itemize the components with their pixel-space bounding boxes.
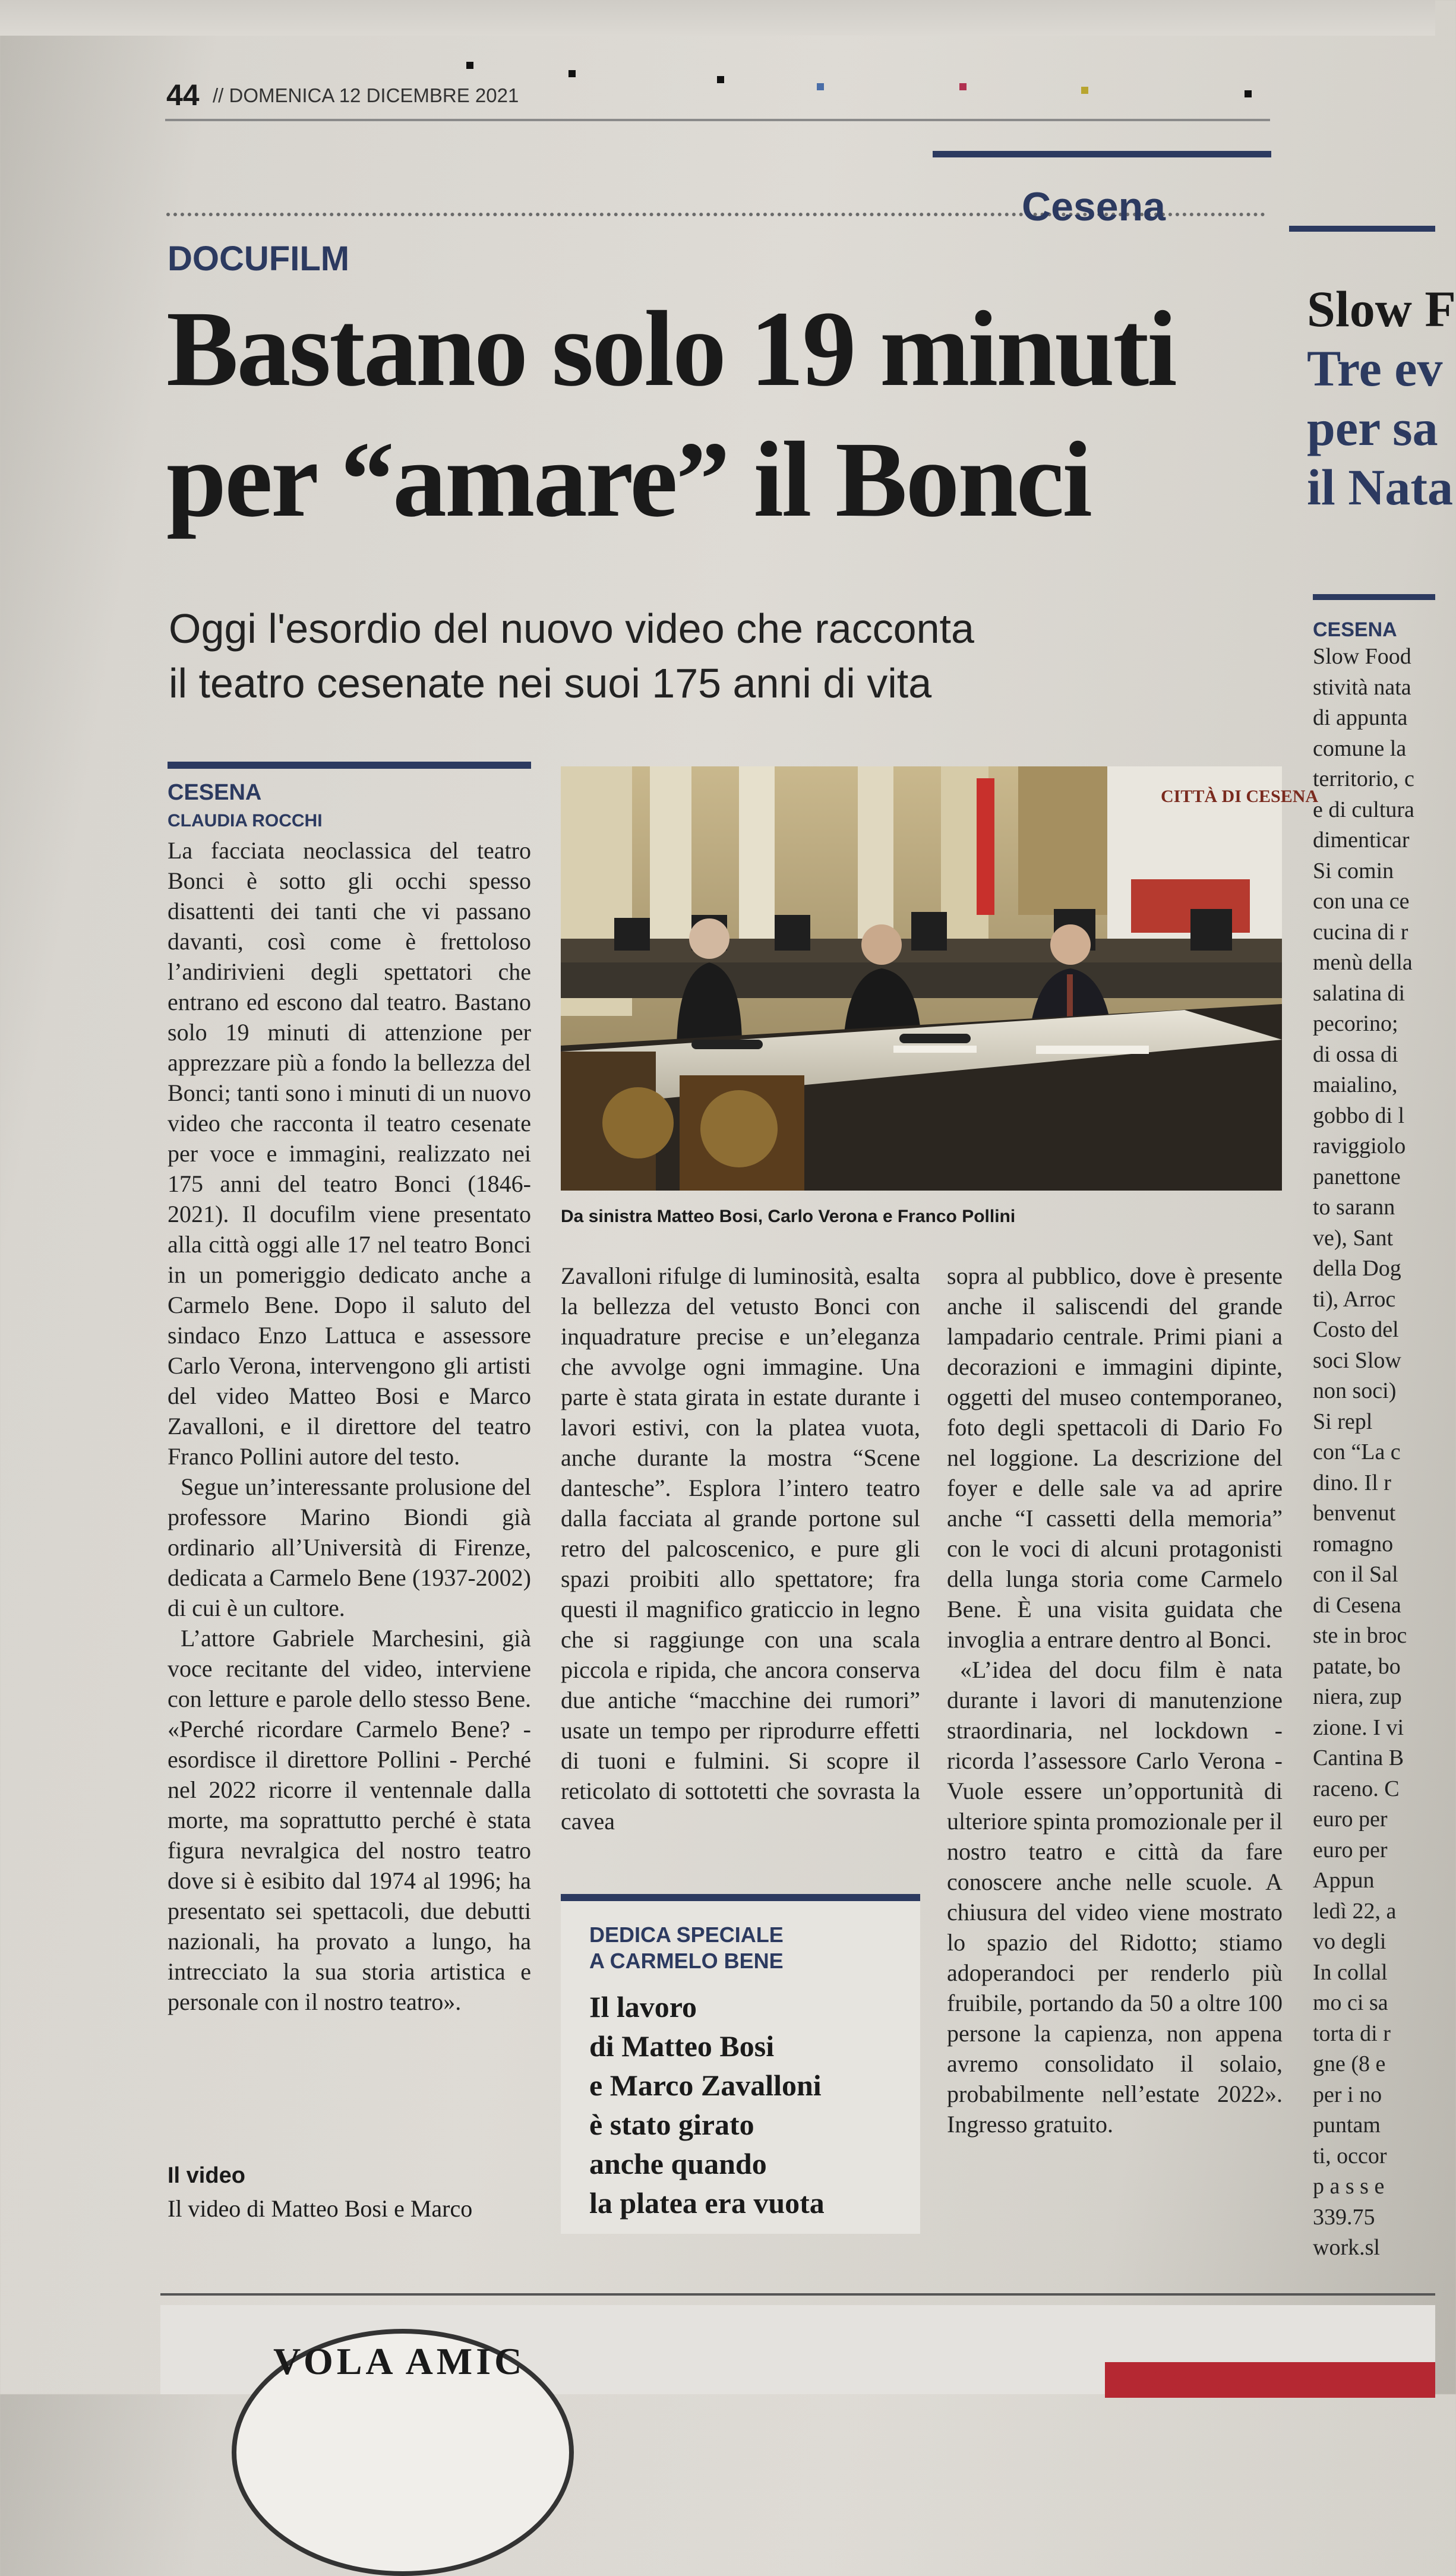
ad-left-text: VOLA AMIC: [273, 2340, 526, 2382]
side-line: vo degli: [1313, 1929, 1386, 1954]
side-line: comune la: [1313, 735, 1407, 761]
registration-mark: [717, 76, 724, 83]
subhead-video: Il video: [168, 2163, 245, 2188]
side-line: torta di r: [1313, 2021, 1391, 2046]
callout-box: [561, 1894, 920, 2234]
article-photo: [561, 766, 1319, 1191]
side-line: euro per: [1313, 1807, 1388, 1832]
side-title-line: Tre ev: [1307, 340, 1443, 397]
section-title: Cesena: [1022, 184, 1166, 229]
side-line: 339.75: [1313, 2204, 1375, 2230]
side-line: menù della: [1313, 950, 1413, 975]
side-title-line: il Nata: [1307, 459, 1454, 516]
side-line: ste in broc: [1313, 1623, 1407, 1648]
registration-mark: [1245, 90, 1252, 97]
registration-mark: [1081, 87, 1088, 94]
side-line: mo ci sa: [1313, 1990, 1388, 2015]
side-line: e di cultura: [1313, 797, 1414, 822]
side-line: euro per: [1313, 1837, 1388, 1862]
article-dateline: CESENA: [168, 780, 262, 805]
side-line: di appunta: [1313, 705, 1408, 730]
side-line: non soci): [1313, 1378, 1397, 1403]
side-line: niera, zup: [1313, 1684, 1402, 1709]
side-line: raviggiolo: [1313, 1134, 1406, 1158]
side-column-rule: [1313, 594, 1435, 600]
side-line: to sarann: [1313, 1195, 1395, 1220]
side-line: dimenticar: [1313, 828, 1410, 853]
callout-line: e Marco Zavalloni: [589, 2069, 822, 2102]
callout-line: è stato girato: [589, 2108, 754, 2141]
side-line: pecorino;: [1313, 1011, 1398, 1036]
ad-right-text: MAGGI - S: [1135, 2354, 1329, 2398]
side-line: Slow Food: [1313, 644, 1411, 669]
side-dateline: CESENA: [1313, 618, 1397, 641]
side-line: dino. Il r: [1313, 1470, 1391, 1495]
side-line: In collal: [1313, 1959, 1388, 1985]
column-top-rule: [168, 762, 531, 769]
column-2-text: [561, 1261, 920, 1864]
callout-line: Il lavoro: [589, 1990, 697, 2023]
registration-mark: [817, 83, 824, 90]
callout-kicker: DEDICA SPECIALE: [589, 1922, 784, 1947]
side-line: di ossa di: [1313, 1041, 1398, 1067]
side-line: soci Slow: [1313, 1347, 1401, 1373]
side-line: stività nata: [1313, 674, 1411, 700]
top-page-edge: [0, 0, 1435, 36]
body-paragraph: La facciata neoclassica del teatro Bonci è sotto gli occhi spesso disattenti dei tanti che vi passano davanti, così come è frettoloso l’andirivieni degli spettatori che entrano ed escono dal teatro. Bastano solo 19 minuti di attenzione per apprezzare più a fondo la bellezza del Bonci; tanti sono i minuti di un nuovo video che racconta il teatro cesenate per voce e immagini, realizzato nei 175 anni del teatro Bonci (1846-2021). Il docufilm viene presentato alla città oggi alle 17 nel teatro Bonci in un pomeriggio dedicato anche a Carmelo Bene. Dopo il saluto del sindaco Enzo Lattuca e assessore Carlo Verona, intervengono gli artisti del video Matteo Bosi e Marco Zavalloni, e il direttore del teatro Franco Pollini autore del testo.: [168, 837, 531, 1470]
registration-mark: [466, 62, 473, 69]
side-line: patate, bo: [1313, 1653, 1401, 1679]
column-3-text: [947, 1261, 1283, 2229]
callout-line: di Matteo Bosi: [589, 2029, 775, 2063]
page-number: 44: [166, 78, 200, 112]
side-line: ledì 22, a: [1313, 1898, 1397, 1924]
banner-text: CITTÀ DI CESENA: [1161, 787, 1319, 806]
side-line: con una ce: [1313, 889, 1410, 914]
side-line: zione. I vi: [1313, 1715, 1404, 1740]
article-kicker: DOCUFILM: [168, 239, 350, 278]
side-line: Si repl: [1313, 1409, 1373, 1434]
side-line: con “La c: [1313, 1439, 1401, 1464]
side-line: romagno: [1313, 1531, 1394, 1557]
side-line: ve), Sant: [1313, 1225, 1394, 1251]
header-rule: [165, 119, 1270, 121]
side-article: [1289, 226, 1456, 2269]
side-line: con il Sal: [1313, 1562, 1398, 1587]
callout-line: anche quando: [589, 2147, 767, 2180]
side-line: benvenut: [1313, 1501, 1396, 1526]
side-title-line: Slow F: [1307, 280, 1456, 337]
headline-line1: Bastano solo 19 minuti: [166, 289, 1176, 409]
side-title-line: per sa: [1307, 399, 1438, 456]
body-paragraph: Segue un’interessante prolusione del professore Marino Biondi già ordinario all’Università di Firenze, dedicata a Carmelo Bene (1937-2002) di cui è un cultore.: [168, 1473, 531, 1621]
side-line: gne (8 e: [1313, 2051, 1386, 2076]
header-accent-bar: [933, 151, 1271, 157]
photo-illustration: [561, 766, 1319, 1191]
registration-mark: [568, 70, 576, 77]
side-top-rule: [1289, 226, 1435, 232]
side-line: Costo del: [1313, 1317, 1399, 1342]
side-line: raceno. C: [1313, 1776, 1400, 1801]
registration-mark: [959, 83, 967, 90]
body-paragraph: Il video di Matteo Bosi e Marco: [168, 2195, 473, 2222]
side-line: work.sl: [1313, 2235, 1380, 2260]
body-paragraph: «L’idea del docu film è nata durante i lavori di manutenzione straordinaria, nel lockdown - ricorda l’assessore Carlo Verona - Vuole essere un’opportunità di ulteriore spinta promozionale per il nostro teatro e città da fare conoscere anche nelle scuole. A chiusura del video viene mostrato lo spazio del Ridotto; stiamo adoperandoci per renderlo più fruibile, portando da 50 a oltre 100 persone la capienza, non appena avremo consolidato il solaio, probabilmente nell’estate 2022». Ingresso gratuito.: [947, 1656, 1283, 2138]
article-author: CLAUDIA ROCCHI: [168, 811, 323, 831]
side-line: panettone: [1313, 1164, 1401, 1189]
side-line: cucina di r: [1313, 919, 1408, 945]
body-paragraph: Zavalloni rifulge di luminosità, esalta la bellezza del vetusto Bonci con inquadrature precise e un’eleganza che avvolge ogni immagine. Una parte è stata girata in estate durante i lavori estivi, con la platea vuota, anche durante la mostra “Scene dantesche”. Esplora l’intero teatro dalla facciata al grande portone sul retro del palcoscenico, e pure gli spazi proibiti allo spettatore; fra questi il magnifico graticcio in legno che si raggiunge con una scala piccola e ripida, che ancora conserva due antiche “macchine dei rumori” usate un tempo per riprodurre effetti di tuoni e fulmini. Si scopre il reticolato di sottotetti che sovrasta la cavea: [561, 1262, 920, 1835]
side-line: ti), Arroc: [1313, 1286, 1396, 1312]
side-line: di Cesena: [1313, 1592, 1401, 1618]
page-date: // DOMENICA 12 DICEMBRE 2021: [213, 84, 519, 106]
subtitle-line1: Oggi l'esordio del nuovo video che racconta: [169, 605, 974, 652]
side-body: [1313, 642, 1435, 2264]
side-line: Cantina B: [1313, 1745, 1404, 1770]
subtitle-line2: il teatro cesenate nei suoi 175 anni di vita: [169, 660, 932, 706]
body-paragraph: L’attore Gabriele Marchesini, già voce recitante del video, interviene con letture e parole dello stesso Bene. «Perché ricordare Carmelo Bene? - esordisce il direttore Pollini - Perché nel 2022 ricorre il ventennale dalla morte, ma soprattutto perché è stata figura nevralgica del nostro teatro dove si è esibito dal 1974 al 1996; ha presentato sei spettacoli, due debutti nazionali, ha provato a lungo, ha intrecciato la sua storia artistica e personale con il nostro teatro».: [168, 1625, 531, 2015]
body-paragraph: sopra al pubblico, dove è presente anche il saliscendi del grande lampadario centrale. Primi piani a decorazioni e immagini dipinte, oggetti del museo contemporaneo, foto degli spettacoli di Dario Fo nel loggione. La descrizione del foyer e delle sale va ad aprire anche “I cassetti della memoria” con le voci di alcuni protagonisti della lunga storia come Carmelo Bene. È una visita guidata che invoglia a entrare dentro al Bonci.: [947, 1262, 1283, 1653]
side-line: per i no: [1313, 2082, 1382, 2107]
side-line: Appun: [1313, 1868, 1375, 1893]
side-line: ti, occor: [1313, 2143, 1387, 2168]
side-line: puntam: [1313, 2113, 1381, 2138]
side-line: territorio, c: [1313, 766, 1414, 791]
column-1-text: [168, 835, 531, 2139]
headline-line2: per “amare” il Bonci: [166, 420, 1091, 539]
side-line: p a s s e: [1313, 2174, 1385, 2199]
photo-caption: Da sinistra Matteo Bosi, Carlo Verona e Franco Pollini: [561, 1207, 1016, 1226]
side-line: salatina di: [1313, 980, 1406, 1006]
bottom-ad-strip: [160, 2305, 1435, 2398]
side-line: Si comin: [1313, 858, 1394, 883]
bottom-rule: [160, 2293, 1435, 2296]
callout-kicker: A CARMELO BENE: [589, 1949, 784, 1973]
side-line: maialino,: [1313, 1072, 1398, 1097]
side-line: gobbo di l: [1313, 1103, 1405, 1128]
side-line: della Dog: [1313, 1256, 1401, 1281]
callout-line: la platea era vuota: [589, 2186, 825, 2220]
